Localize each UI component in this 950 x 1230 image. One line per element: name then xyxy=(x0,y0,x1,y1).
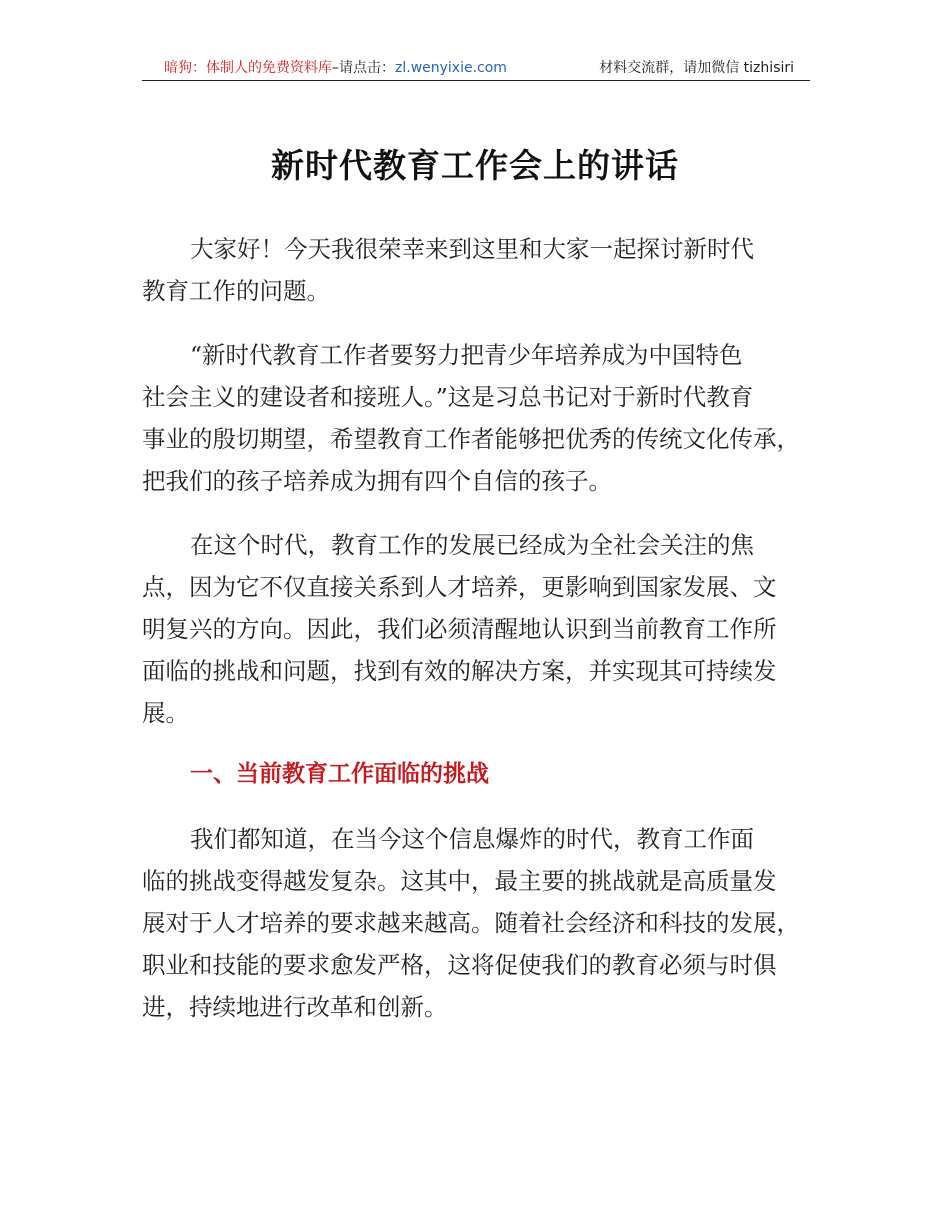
header-brand: 暗狗：体制人的免费资料库 xyxy=(164,60,332,76)
paragraph-3-line-1: 在这个时代，教育工作的发展已经成为全社会关注的焦 xyxy=(190,531,754,559)
header-contact: 材料交流群，请加微信 tizhisiri xyxy=(599,60,794,76)
paragraph-3-line-4: 面临的挑战和问题，找到有效的解决方案，并实现其可持续发 xyxy=(142,657,777,685)
paragraph-4-line-3: 展对于人才培养的要求越来越高。随着社会经济和科技的发展， xyxy=(142,909,800,937)
paragraph-3-line-2: 点，因为它不仅直接关系到人才培养，更影响到国家发展、文 xyxy=(142,573,777,601)
paragraph-4-line-2: 临的挑战变得越发复杂。这其中，最主要的挑战就是高质量发 xyxy=(142,867,777,895)
paragraph-2-line-2: 社会主义的建设者和接班人。”这是习总书记对于新时代教育 xyxy=(142,383,754,411)
paragraph-3-line-3: 明复兴的方向。因此，我们必须清醒地认识到当前教育工作所 xyxy=(142,615,777,643)
paragraph-2-line-4: 把我们的孩子培养成为拥有四个自信的孩子。 xyxy=(142,467,612,495)
paragraph-3-line-5: 展。 xyxy=(142,699,189,727)
section-heading: 一、当前教育工作面临的挑战 xyxy=(190,761,489,787)
header-prompt: –请点击： xyxy=(332,60,395,76)
paragraph-4-line-4: 职业和技能的要求愈发严格，这将促使我们的教育必须与时俱 xyxy=(142,951,777,979)
paragraph-4-line-1: 我们都知道，在当今这个信息爆炸的时代，教育工作面 xyxy=(190,825,754,853)
paragraph-4-line-5: 进，持续地进行改革和创新。 xyxy=(142,993,448,1021)
document-title: 新时代教育工作会上的讲话 xyxy=(271,146,679,185)
page-header xyxy=(142,56,810,81)
header-link[interactable]: zl.wenyixie.com xyxy=(395,60,507,76)
header-left xyxy=(164,56,507,80)
paragraph-2-line-3: 事业的殷切期望，希望教育工作者能够把优秀的传统文化传承， xyxy=(142,425,800,453)
paragraph-1-line-2: 教育工作的问题。 xyxy=(142,277,330,305)
paragraph-2-line-1: “新时代教育工作者要努力把青少年培养成为中国特色 xyxy=(190,341,743,369)
paragraph-1-line-1: 大家好！今天我很荣幸来到这里和大家一起探讨新时代 xyxy=(190,235,754,263)
